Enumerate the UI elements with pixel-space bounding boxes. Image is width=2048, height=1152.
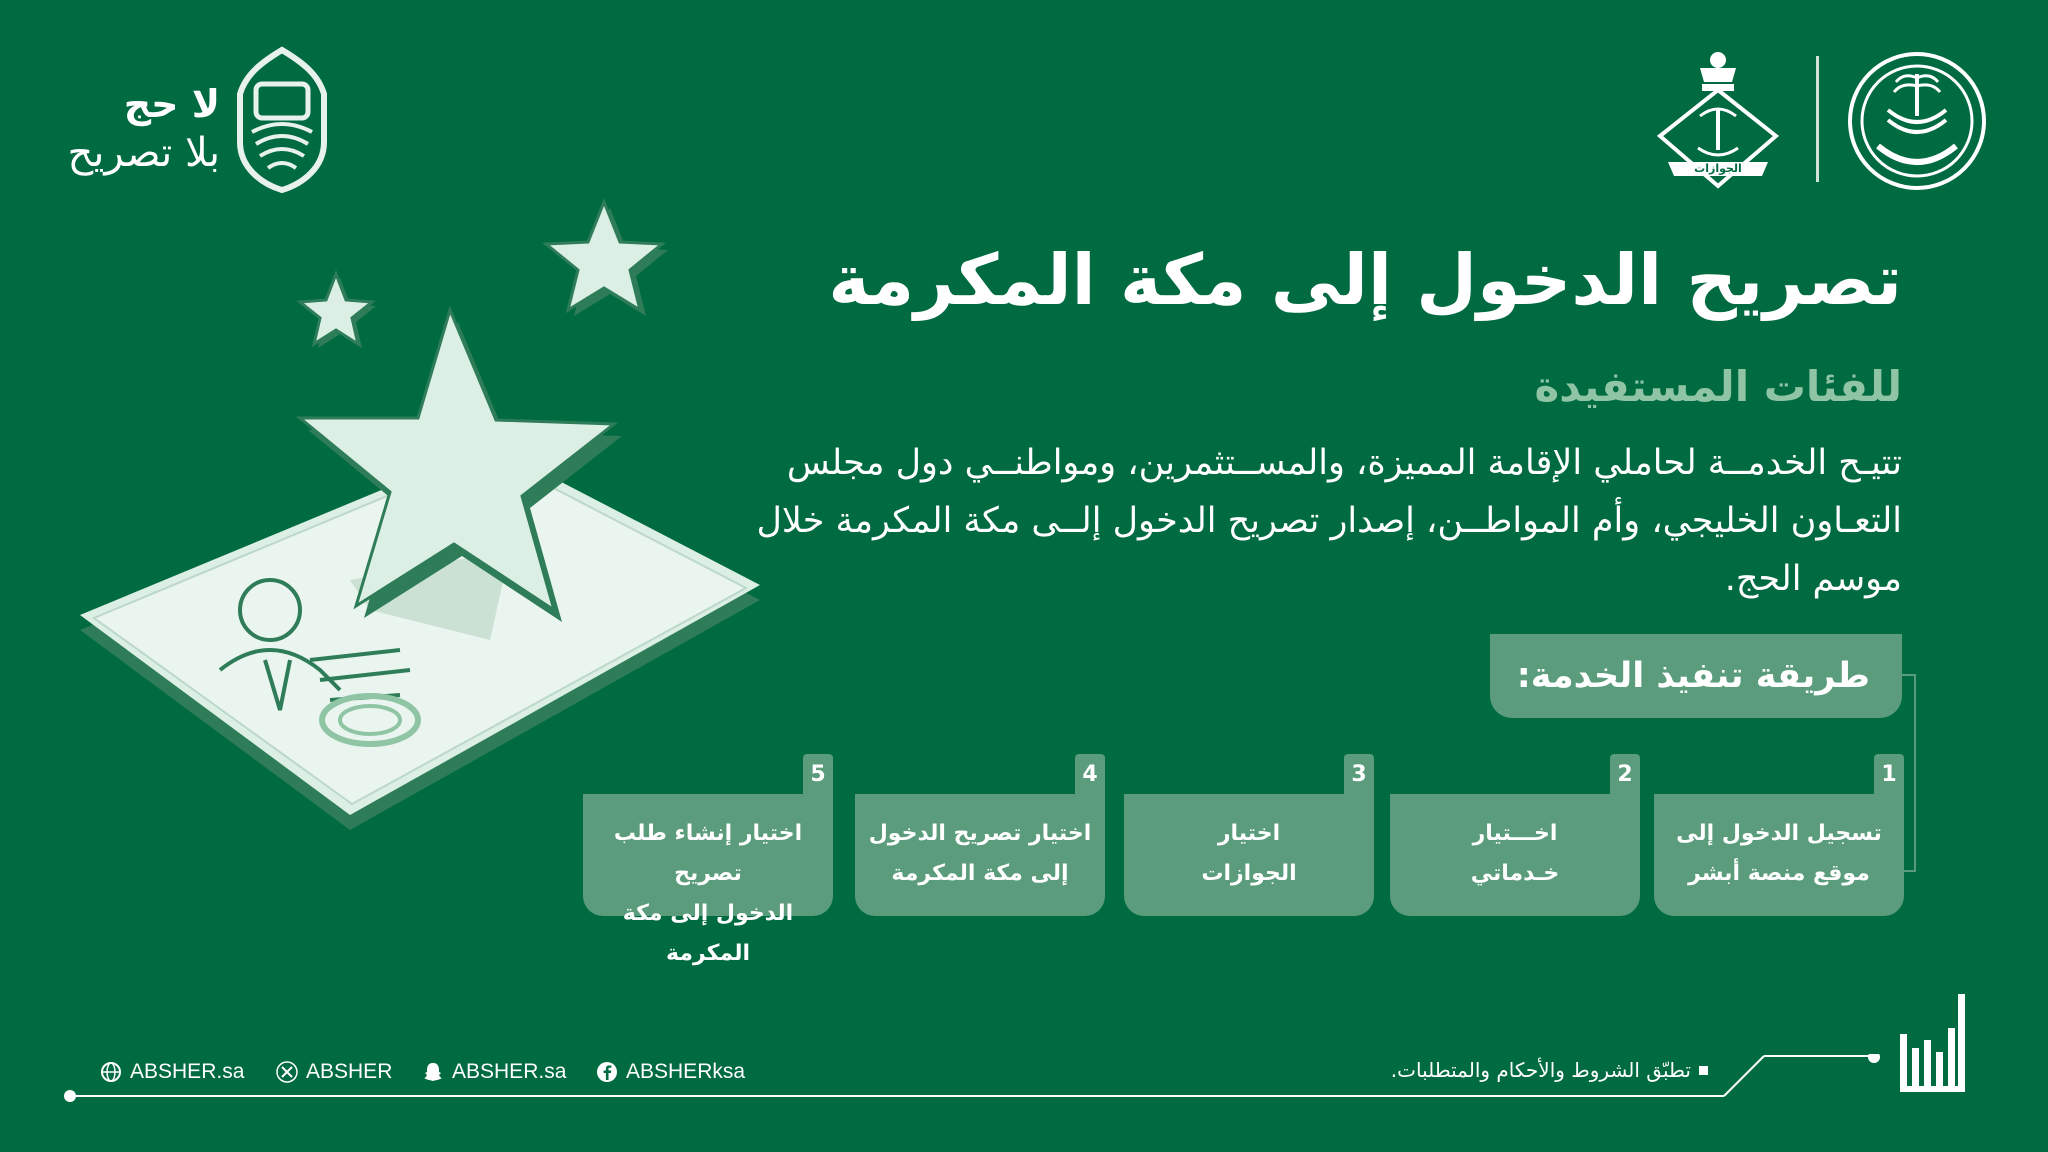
ministry-of-interior-emblem — [1846, 50, 1988, 192]
slogan-line-1: لا حج — [123, 82, 220, 126]
facebook-icon — [596, 1061, 618, 1083]
slogan — [60, 60, 220, 190]
step-number: 2 — [1610, 754, 1640, 796]
passports-logo — [1652, 46, 1784, 192]
step-number: 1 — [1874, 754, 1904, 796]
social-label: ABSHER.sa — [130, 1060, 245, 1083]
step-card-4 — [855, 762, 1105, 916]
social-website[interactable] — [100, 1058, 244, 1086]
step-number: 5 — [803, 754, 833, 796]
service-method-label: طريقة تنفيذ الخدمة: — [1490, 634, 1902, 718]
step-text: اختيار تصريح الدخول إلى مكة المكرمة — [868, 821, 1092, 886]
terms-text: تطبّق الشروط والأحكام والمتطلبات. — [1390, 1058, 1691, 1082]
social-snapchat[interactable] — [422, 1058, 566, 1086]
logo-divider — [1816, 56, 1819, 182]
step-number: 3 — [1344, 754, 1374, 796]
page-title: تصريح الدخول إلى مكة المكرمة — [828, 239, 1902, 321]
service-description: تتيـح الخدمــة لحاملي الإقامة المميزة، والمســتثمرين، ومواطنــي دول مجلس التعـاون الخليجي، وأم المواطــن، إصدار تصريح الدخول إلــى مكة المكرمة خلال موسم الحج. — [756, 443, 1902, 599]
step-card-3 — [1124, 762, 1374, 916]
slogan-line-2: بلا تصريح — [67, 130, 220, 176]
social-label: ABSHERksa — [626, 1060, 746, 1083]
shield-fingerprint-logo — [232, 46, 332, 194]
passports-logo-label: الجوازات — [1694, 162, 1742, 175]
absher-logo — [1896, 988, 1968, 1098]
step-text: تسجيل الدخول إلى موقع منصة أبشر — [1676, 821, 1882, 886]
step-text: اختيار إنشاء طلب تصريح الدخول إلى مكة المكرمة — [613, 821, 803, 966]
step-number: 4 — [1075, 754, 1105, 796]
social-label: ABSHER.sa — [452, 1060, 567, 1083]
step-card-2 — [1390, 762, 1640, 916]
globe-icon — [100, 1061, 122, 1083]
social-x[interactable] — [276, 1058, 392, 1086]
step-card-1 — [1654, 762, 1904, 916]
social-label: ABSHER — [306, 1060, 393, 1083]
phone-stars-illustration — [70, 190, 770, 840]
x-icon — [276, 1061, 298, 1083]
terms-note — [1391, 1058, 1708, 1082]
snapchat-icon — [422, 1061, 444, 1083]
step-text: اختيار الجوازات — [1201, 821, 1297, 886]
social-facebook[interactable] — [596, 1058, 745, 1086]
step-text: اخـــتيار خـدماتي — [1470, 821, 1560, 886]
bullet-icon — [1699, 1066, 1708, 1075]
step-card-5 — [583, 762, 833, 966]
page-subtitle: للفئات المستفيدة — [1534, 362, 1902, 411]
